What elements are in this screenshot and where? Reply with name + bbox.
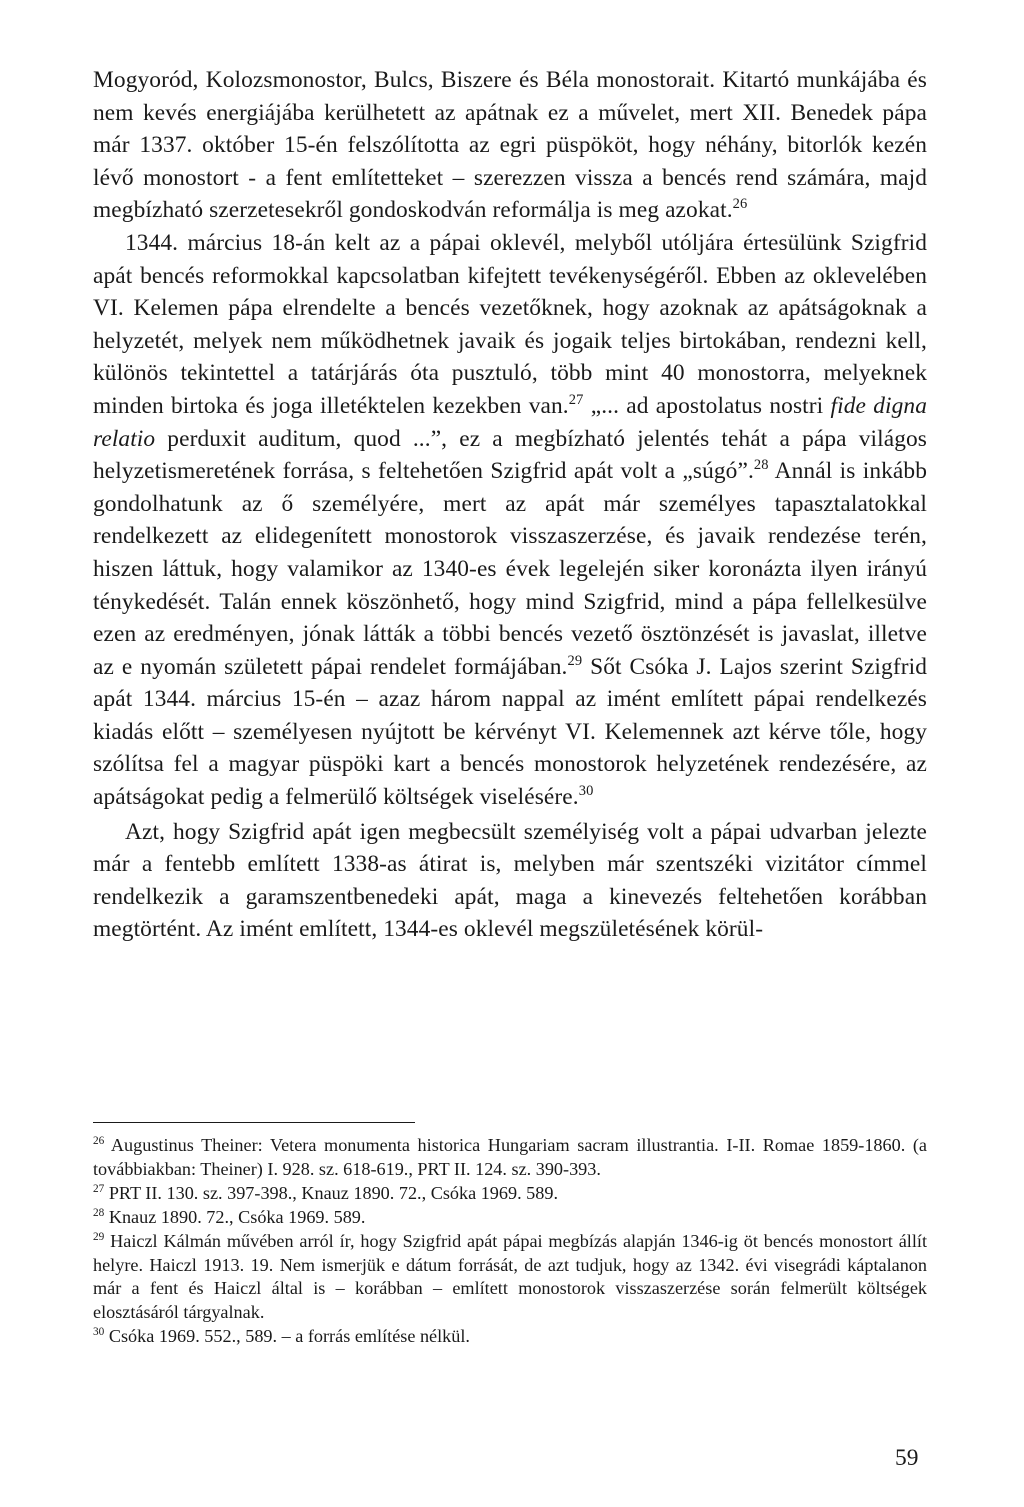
footnote-text: Csóka 1969. 552., 589. – a forrás említése nélkül.: [108, 1326, 470, 1347]
latin-phrase: fide digna relatio: [93, 392, 928, 452]
paragraph-2-text-a: 1344. március 18-án kelt az a pápai oklevél, melyből utóljára értesülünk Szigfrid apát bencés reformokkal kapcsolatban kifejtett tevékenységéről. Ebben az oklevelében VI. Kelemen pápa elrendelte a bencés vezetőknek, hogy azoknak az apátságoknak a helyzetét, melyek nem működhetnek javaik és jogaik teljes birtokában, rendezni kell, különös tekintettel a tatárjárás óta pusztuló, több mint 40 monostorra, melyeknek minden birtoka és joga illetéktelen kezekben van.: [93, 229, 927, 419]
paragraph-1: [93, 64, 927, 227]
paragraph-1-text: Mogyoród, Kolozsmonostor, Bulcs, Biszere és Béla monostorait. Kitartó munkájába és nem kevés energiájába kerülhetett az apátnak ez a művelet, mert XII. Benedek pápa már 1337. október 15-én felszólította az egri püspököt, hogy néhány, bitorlók kezén lévő monostort - a fent említetteket – szerezzen vissza a bencés rend számára, majd megbízható szerzetesekről gondoskodván reformálja is meg azokat.: [93, 67, 927, 224]
footnote-text: Augustinus Theiner: Vetera monumenta historica Hungariam sacram illustrantia. I-II. Romae 1859-1860. (a továbbiakban: Theiner) I. 928. sz. 618-619., PRT II. 124. sz. 390-393.: [93, 1135, 928, 1179]
paragraph-3: [93, 816, 927, 946]
footnotes: [93, 1134, 927, 1349]
footnote-number: 27: [93, 1182, 105, 1195]
footnote-number: 26: [93, 1135, 105, 1148]
footnote-30: [93, 1325, 927, 1349]
footnote-number: 30: [93, 1326, 105, 1339]
footnote-ref-28: 28: [753, 457, 769, 474]
footnote-text: Haiczl Kálmán művében arról ír, hogy Szigfrid apát pápai megbízás alapján 1346-ig öt bencés monostort állít helyre. Haiczl 1913. 19. Nem ismerjük e dátum forrását, de azt tudjuk, hogy az 1342. évi visegrádi káptalanon már a fent és Haiczl által is – korábban – említett monostorok visszaszerzése során felmerült költségek elosztásáról tárgyalnak.: [93, 1230, 927, 1323]
footnote-ref-30: 30: [578, 783, 594, 800]
main-text: [93, 64, 927, 946]
paragraph-2-quote-start: „... ad apostolatus nostri: [583, 392, 831, 419]
footnote-separator: [93, 1122, 415, 1123]
footnote-ref-27: 27: [568, 391, 584, 408]
footnote-text: Knauz 1890. 72., Csóka 1969. 589.: [108, 1206, 366, 1227]
page-number: 59: [895, 1445, 919, 1471]
footnote-text: PRT II. 130. sz. 397-398., Knauz 1890. 72., Csóka 1969. 589.: [108, 1182, 559, 1203]
footnote-ref-26: 26: [732, 196, 748, 213]
paragraph-2: [93, 227, 927, 814]
footnote-ref-29: 29: [567, 652, 583, 669]
paragraph-2-text-b: perduxit auditum, quod ...”, ez a megbízható jelentés tehát a pápa világos helyzetismeretének forrása, s feltehetően Szigfrid apát volt a „súgó”.: [93, 425, 927, 485]
footnote-27: [93, 1182, 927, 1206]
footnote-26: [93, 1134, 927, 1182]
paragraph-2-text-c: Annál is inkább gondolhatunk az ő személyére, mert az apát már személyes tapasztalatokkal rendelkezett az elidegenített monostorok visszaszerzése, és javaik rendezése terén, hiszen láttuk, hogy valamikor az 1340-es évek legelején siker koronázta ilyen irányú ténykedését. Talán ennek köszönhető, hogy mind Szigfrid, mind a pápa fellelkesülve ezen az eredményen, jónak látták a többi bencés vezető ösztönzését is javaslat, illetve az e nyomán született pápai rendelet formájában.: [93, 458, 928, 680]
paragraph-2-text-d: Sőt Csóka J. Lajos szerint Szigfrid apát 1344. március 15-én – azaz három nappal az imént említett pápai rendelkezés kiadás előtt – személyesen nyújtott be kérvényt VI. Kelemennek azt kérve tőle, hogy szólítsa fel a magyar püspöki kart a bencés monostorok helyzetének rendezésére, az apátságokat pedig a felmerülő költségek viselésére.: [93, 653, 927, 811]
footnote-number: 28: [93, 1206, 105, 1219]
paragraph-3-text: Azt, hogy Szigfrid apát igen megbecsült személyiség volt a pápai udvarban jelezte már a fentebb említett 1338-as átirat is, melyben már szentszéki vizitátor címmel rendelkezik a garamszentbenedeki apát, maga a kinevezés feltehetően korábban megtörtént. Az imént említett, 1344-es oklevél megszületésének körül-: [93, 818, 927, 943]
footnote-number: 29: [93, 1230, 105, 1243]
footnote-28: [93, 1206, 927, 1230]
footnote-29: [93, 1230, 927, 1326]
